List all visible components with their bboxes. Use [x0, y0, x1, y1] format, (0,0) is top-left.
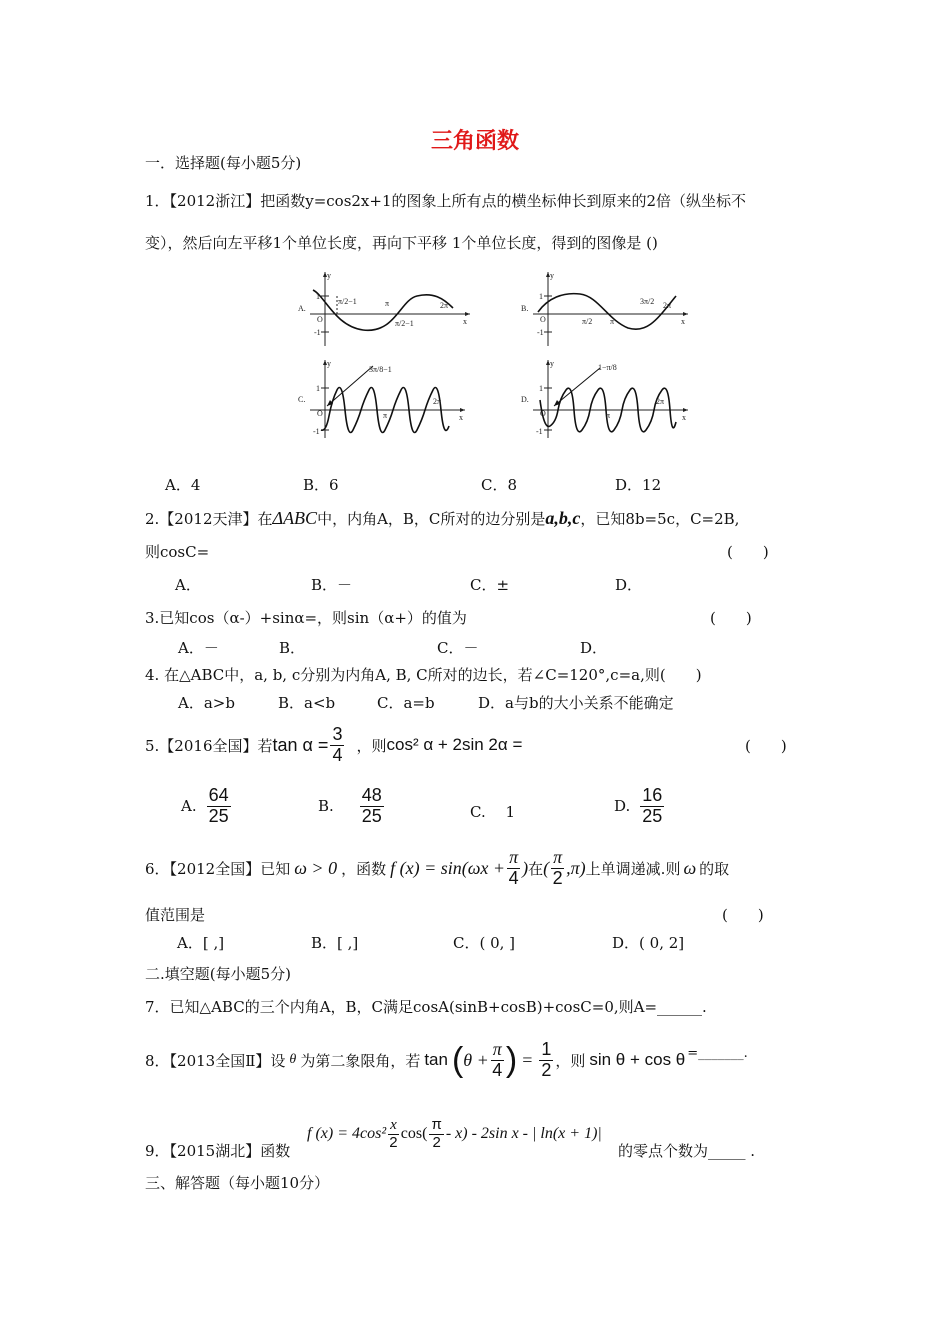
svg-text:-1: -1 — [314, 328, 321, 337]
svg-text:-1: -1 — [537, 328, 544, 337]
q3-paren: ( ) — [710, 609, 752, 627]
q9-formula: f (x) = 4cos² $\frac{x}{2}$ cos( $\frac{\pi}{2}$ - x) - 2sin x - | ln(x + 1)| — [307, 1116, 602, 1151]
graph-a-letter: A. — [298, 304, 306, 313]
q1-graph-a — [295, 268, 475, 354]
q1-line2: 变），然后向左平移1个单位长度，再向下平移 1个单位长度，得到的图像是 () — [145, 234, 658, 252]
q1-option-b[interactable]: B．6 — [303, 476, 339, 494]
q8-line: 8．【2013全国Ⅱ】设 θ 为第二象限角，若 tan ( θ + $\frac{\pi}{4}$ ) = $\frac{1}{2}$ ，则 sin θ + cos θ =_______. — [145, 1038, 748, 1080]
q6-option-c[interactable]: C．( 0, ] — [453, 934, 516, 952]
graph-a-ann1: π/2−1 — [338, 297, 357, 306]
q3-option-b[interactable]: B． — [279, 639, 306, 657]
svg-text:2π: 2π — [663, 301, 672, 310]
q2-option-d[interactable]: D． — [615, 576, 643, 594]
svg-text:O: O — [540, 409, 546, 418]
svg-text:π: π — [606, 411, 611, 420]
q7-line: 7．已知△ABC的三个内角A，B，C满足cosA(sinB+cosB)+cosC=0,则A=______. — [145, 998, 707, 1016]
q2-option-c[interactable]: C．± — [470, 576, 510, 594]
svg-text:x: x — [459, 413, 463, 422]
q9-prefix: 9．【2015湖北】函数 — [145, 1142, 291, 1160]
q5-fraction: $\frac{3}{4}$ — [332, 723, 343, 765]
q1-option-a[interactable]: A．4 — [165, 476, 201, 494]
svg-text:y: y — [327, 271, 331, 280]
graph-c-ann1: 3π/8−1 — [369, 365, 392, 374]
q2-paren: ( ) — [727, 543, 769, 561]
q5-line: 5.【2016全国】若 tan α = $\frac{3}{4}$ ，则 cos² α + 2sin 2α = — [145, 723, 523, 765]
q6-line2: 值范围是 — [145, 906, 206, 924]
svg-text:O: O — [317, 315, 323, 324]
svg-text:1: 1 — [316, 384, 320, 393]
q2-line2: 则cosC= — [145, 543, 210, 561]
q1-graph-c — [295, 356, 475, 442]
svg-text:C.: C. — [298, 395, 306, 404]
q6-option-b[interactable]: B．[ ,] — [311, 934, 359, 952]
svg-text:y: y — [550, 271, 554, 280]
q4-option-b[interactable]: B．a<b — [278, 694, 336, 712]
q2-option-b[interactable]: B．－ — [311, 576, 353, 594]
section-answer: 三、解答题（每小题10分） — [145, 1174, 330, 1192]
q5-option-b[interactable]: B. $\frac{48}{25}$ — [318, 785, 382, 826]
graph-b-ann2: π/2 — [582, 317, 593, 326]
q4-option-a[interactable]: A．a>b — [178, 694, 235, 712]
svg-text:x: x — [682, 413, 686, 422]
q4-option-c[interactable]: C．a=b — [377, 694, 435, 712]
svg-text:π: π — [610, 317, 615, 326]
q3-option-c[interactable]: C．－ — [437, 639, 479, 657]
svg-text:2π: 2π — [440, 301, 449, 310]
q1-option-d[interactable]: D．12 — [615, 476, 662, 494]
svg-text:D.: D. — [521, 395, 529, 404]
q1-line1: 1．【2012浙江】把函数y=cos2x+1的图象上所有点的横坐标伸长到原来的2倍（纵坐标不 — [145, 192, 747, 210]
q1-graph-b — [518, 268, 698, 354]
q5-option-a[interactable]: A. $\frac{64}{25}$ — [181, 785, 229, 826]
q2-option-a[interactable]: A． — [175, 576, 201, 594]
q5-paren: ( ) — [745, 737, 787, 755]
q1-option-c[interactable]: C．8 — [481, 476, 518, 494]
svg-text:y: y — [550, 359, 554, 368]
graph-a-ann2: π/2−1 — [395, 319, 414, 328]
q9-suffix: 的零点个数为_____ . — [618, 1142, 756, 1160]
svg-text:-1: -1 — [536, 427, 543, 436]
svg-text:2π: 2π — [433, 397, 442, 406]
section-fill: 二.填空题(每小题5分) — [145, 965, 292, 983]
svg-text:x: x — [463, 317, 467, 326]
q2-line1: 2.【2012天津】在ΔABC中，内角A，B，C所对的边分别是a,b,c，已知8b=5c，C=2B, — [145, 508, 740, 528]
svg-text:-1: -1 — [313, 427, 320, 436]
q6-option-d[interactable]: D．( 0, 2] — [612, 934, 685, 952]
svg-text:2π: 2π — [656, 397, 665, 406]
svg-text:B.: B. — [521, 304, 529, 313]
page-title: 三角函数 — [430, 129, 519, 154]
svg-text:O: O — [540, 315, 546, 324]
q4-line: 4. 在△ABC中，a, b, c分别为内角A, B, C所对的边长，若∠C=120°,c=a,则( ) — [145, 666, 702, 684]
svg-text:1: 1 — [539, 292, 543, 301]
q5-option-c[interactable]: C. 1 — [470, 803, 516, 821]
svg-text:O: O — [317, 409, 323, 418]
q3-line: 3.已知cos（α-）+sinα=，则sin（α+）的值为 — [145, 609, 467, 627]
q4-option-d[interactable]: D．a与b的大小关系不能确定 — [478, 694, 674, 712]
q6-paren: ( ) — [722, 906, 764, 924]
q3-option-a[interactable]: A．－ — [178, 639, 219, 657]
q5-option-d[interactable]: D. $\frac{16}{25}$ — [614, 785, 663, 826]
graph-d-ann1: 1−π/8 — [598, 363, 617, 372]
q6-option-a[interactable]: A．[ ,] — [177, 934, 225, 952]
svg-text:1: 1 — [539, 384, 543, 393]
svg-text:π: π — [383, 411, 388, 420]
svg-text:x: x — [681, 317, 685, 326]
svg-text:1: 1 — [316, 292, 320, 301]
q6-line1: 6．【2012全国】已知 ω > 0 ，函数 f (x) = sin(ωx + $\frac{\pi}{4}$ ) 在 ( $\frac{\pi}{2}$ ,π) 上单调递减.则 ω 的取 — [145, 846, 730, 888]
q1-graph-d — [518, 356, 698, 442]
q3-option-d[interactable]: D． — [580, 639, 608, 657]
graph-b-ann1: 3π/2 — [640, 297, 655, 306]
svg-text:π: π — [385, 299, 390, 308]
svg-text:y: y — [327, 359, 331, 368]
section-choice: 一．选择题(每小题5分) — [145, 154, 302, 172]
